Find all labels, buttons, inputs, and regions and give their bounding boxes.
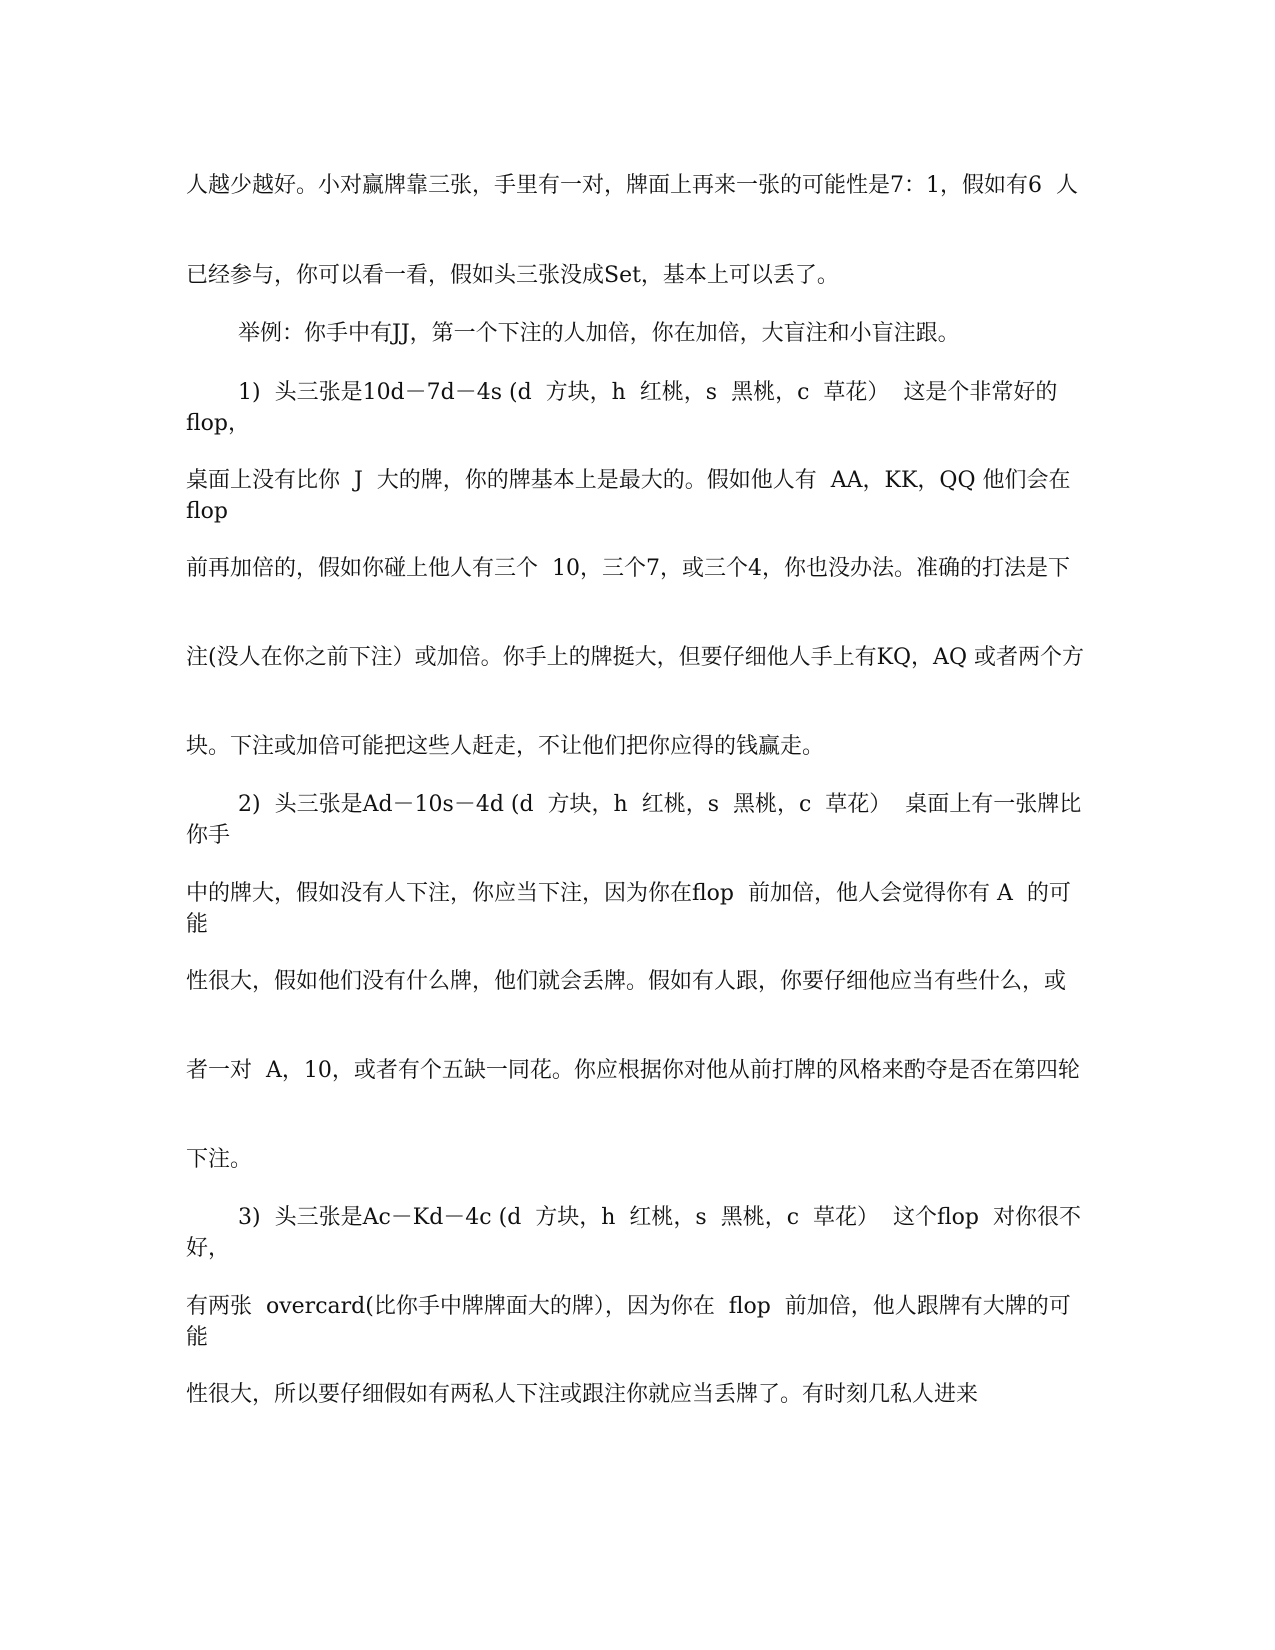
paragraph-1: 人越少越好。小对赢牌靠三张，手里有一对，牌面上再来一张的可能性是7：1，假如有6 人 <box>186 173 1078 198</box>
paragraph-11: 性很大，假如他们没有什么牌，他们就会丢牌。假如有人跟，你要仔细他应当有些什么，或 <box>186 969 1067 994</box>
paragraph-6: 前再加倍的，假如你碰上他人有三个 10，三个7，或三个4，你也没办法。准确的打法是下 <box>186 556 1070 581</box>
paragraph-12: 者一对 A，10，或者有个五缺一同花。你应根据你对他从前打牌的风格来酌夺是否在第四轮 <box>186 1058 1080 1083</box>
paragraph-9: 2) 头三张是Ad－10s－4d (d 方块，h 红桃，s 黑桃，c 草花） 桌面上有一张牌比你手 <box>186 792 1082 848</box>
paragraph-4: 1) 头三张是10d－7d－4s (d 方块，h 红桃，s 黑桃，c 草花） 这是个非常好的 flop， <box>186 380 1072 436</box>
paragraph-8: 块。下注或加倍可能把这些人赶走，不让他们把你应得的钱赢走。 <box>186 734 825 759</box>
paragraph-14: 3) 头三张是Ac－Kd－4c (d 方块，h 红桃，s 黑桃，c 草花） 这个flop 对你很不好， <box>186 1205 1081 1261</box>
paragraph-10: 中的牌大，假如没有人下注，你应当下注，因为你在flop 前加倍，他人会觉得你有 A 的可能 <box>186 881 1071 937</box>
paragraph-13: 下注。 <box>186 1147 253 1172</box>
paragraph-2: 已经参与，你可以看一看，假如头三张没成Set，基本上可以丢了。 <box>186 263 839 288</box>
paragraph-7: 注(没人在你之前下注）或加倍。你手上的牌挺大，但要仔细他人手上有KQ，AQ 或者两个方 <box>186 645 1084 670</box>
paragraph-15: 有两张 overcard(比你手中牌牌面大的牌），因为你在 flop 前加倍，他人跟牌有大牌的可能 <box>186 1294 1071 1350</box>
paragraph-3: 举例：你手中有JJ，第一个下注的人加倍，你在加倍，大盲注和小盲注跟。 <box>238 321 960 346</box>
paragraph-16: 性很大，所以要仔细假如有两私人下注或跟注你就应当丢牌了。有时刻几私人进来 <box>186 1382 979 1407</box>
paragraph-5: 桌面上没有比你 J 大的牌，你的牌基本上是最大的。假如他人有 AA，KK，QQ 他们会在flop <box>186 468 1071 524</box>
